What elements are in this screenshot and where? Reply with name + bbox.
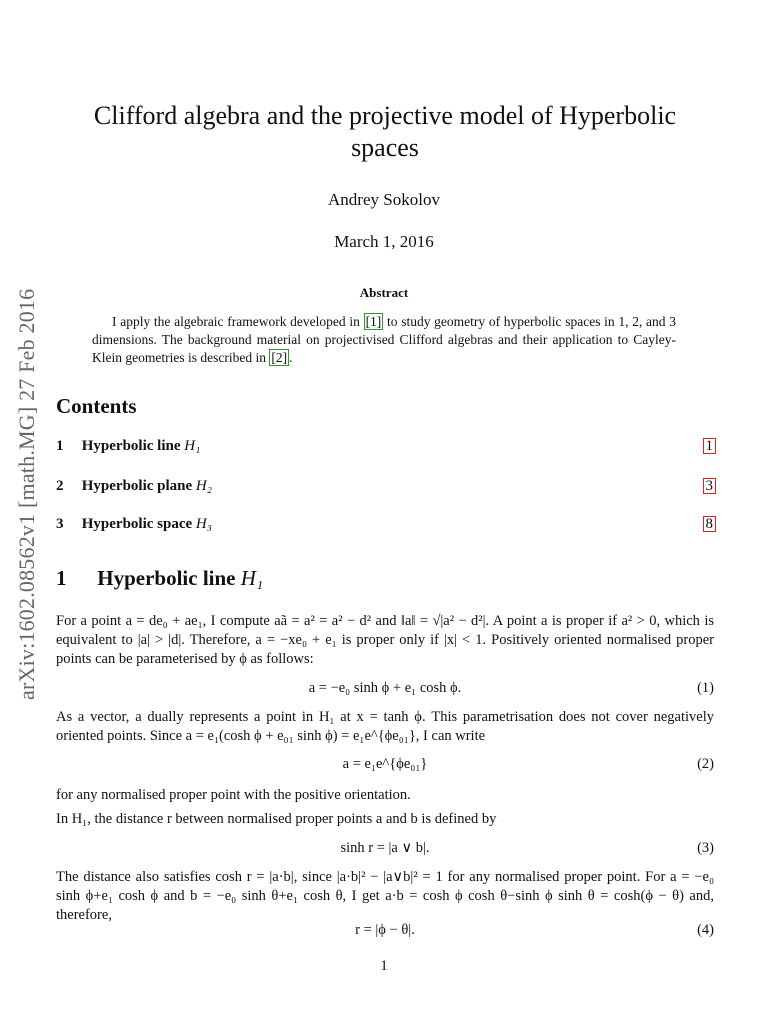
toc-page-link[interactable]: 1 <box>703 438 717 454</box>
toc-page-link[interactable]: 3 <box>703 478 717 494</box>
paragraph: For a point a = de₀ + ae₁, I compute aã = a² = a² − d² and ‖a‖ = √|a² − d²|. A point a is proper if a² > 0, which is equivalent to |a| > |d|. Therefore, a = −xe₀ + e₁ is proper only if |x| < 1. Positively oriented normalised proper points can be parameterised by ϕ as follows: <box>56 613 714 667</box>
paragraph: for any normalised proper point with the positive orientation. <box>56 787 411 803</box>
equation <box>56 680 714 697</box>
equation-body: a = e₁e^{ϕe₀₁} <box>342 756 428 772</box>
equation-number: (4) <box>697 922 714 938</box>
toc-entry <box>56 438 716 455</box>
abstract-body <box>92 313 676 367</box>
page-number: 1 <box>380 958 388 974</box>
equation-body: r = |ϕ − θ|. <box>355 922 415 938</box>
abstract-text-3: . <box>289 350 293 365</box>
paper-title: Clifford algebra and the projective model of Hyperbolic spaces <box>93 101 677 162</box>
equation-number: (3) <box>697 840 714 856</box>
toc-entry-math: H₃ <box>195 516 212 532</box>
toc-entry-math: H₁ <box>184 438 201 454</box>
equation-number: (2) <box>697 756 714 772</box>
section-number: 1 <box>56 566 67 590</box>
abstract-heading: Abstract <box>359 285 409 300</box>
toc-entry-number: 1 <box>56 438 64 454</box>
contents-heading: Contents <box>56 394 137 418</box>
toc-entry-math: H₂ <box>195 478 212 494</box>
equation-body: sinh r = |a ∨ b|. <box>340 840 430 856</box>
toc-entry-number: 3 <box>56 516 64 532</box>
toc-page-link[interactable]: 8 <box>703 516 717 532</box>
abstract-text-1: I apply the algebraic framework developed in <box>112 314 360 329</box>
author-name: Andrey Sokolov <box>328 190 440 209</box>
equation-body: a = −e₀ sinh ϕ + e₁ cosh ϕ. <box>308 680 462 696</box>
section-math: H₁ <box>240 566 264 590</box>
section-title: Hyperbolic line <box>97 566 236 590</box>
toc-entry-label: Hyperbolic plane <box>81 478 193 494</box>
paper-date: March 1, 2016 <box>334 232 434 251</box>
toc-entry-label: Hyperbolic space <box>81 516 193 532</box>
toc-entry-number: 2 <box>56 478 64 494</box>
toc-entry-label: Hyperbolic line <box>81 438 181 454</box>
citation-link-2[interactable]: [2] <box>271 350 288 365</box>
citation-link-1[interactable]: [1] <box>365 314 382 329</box>
toc-entry <box>56 478 716 495</box>
equation <box>56 756 714 773</box>
arxiv-stamp: arXiv:1602.08562v1 [math.MG] 27 Feb 2016 <box>14 288 39 700</box>
equation <box>56 840 714 857</box>
equation-number: (1) <box>697 680 714 696</box>
abstract-text-2: to study geometry of hyperbolic spaces in 1, 2, and 3 dimensions. The background material on projectivised Clifford algebras and their application to Cayley-Klein geometries is described in <box>92 314 676 365</box>
toc-entry <box>56 516 716 533</box>
paragraph: As a vector, a dually represents a point in H₁ at x = tanh ϕ. This parametrisation does not cover negatively oriented points. Since a = e₁(cosh ϕ + e₀₁ sinh ϕ) = e₁e^{ϕe₀₁}, I can write <box>56 709 714 744</box>
equation <box>56 922 714 939</box>
paragraph: The distance also satisfies cosh r = |a·b|, since |a·b|² − |a∨b|² = 1 for any normalised proper point. For a = −e₀ sinh ϕ+e₁ cosh ϕ and b = −e₀ sinh θ+e₁ cosh θ, I get a·b = cosh ϕ cosh θ−sinh ϕ sinh θ = cosh(ϕ − θ) and, therefore, <box>56 869 714 923</box>
section-heading <box>56 566 263 591</box>
paragraph: In H₁, the distance r between normalised proper points a and b is defined by <box>56 811 497 827</box>
